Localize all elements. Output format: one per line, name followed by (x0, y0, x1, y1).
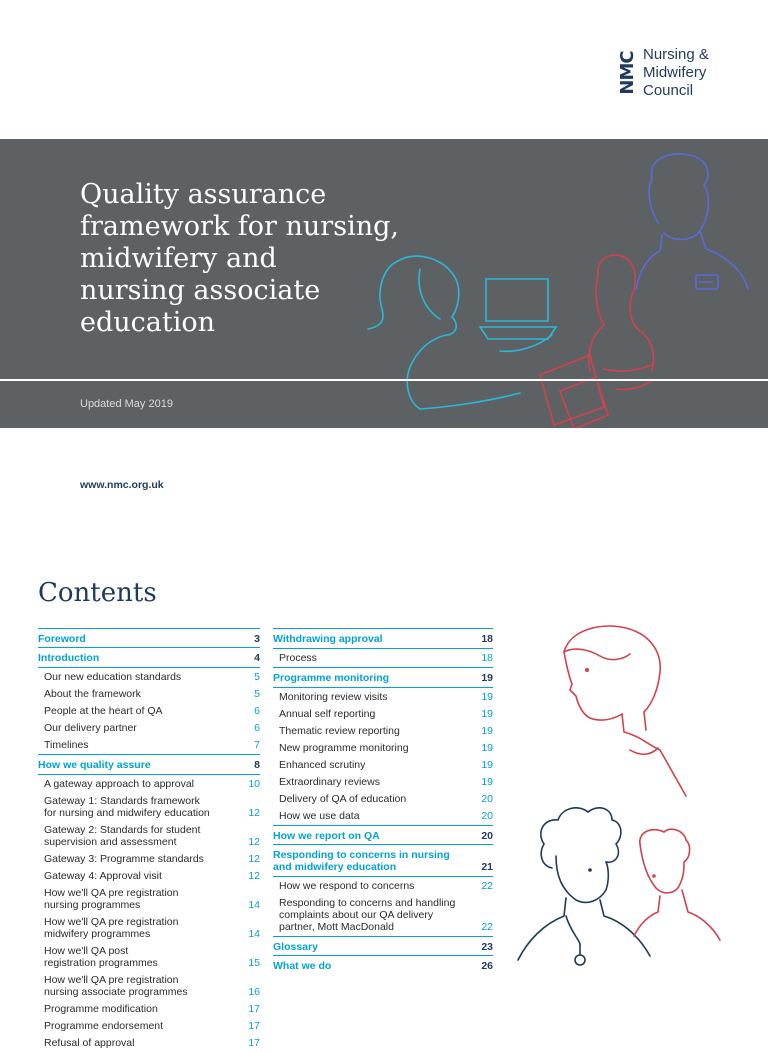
toc-entry-title: Gateway 1: Standards framework (44, 795, 200, 807)
logo-mark-text: NMC (617, 51, 638, 95)
toc-entry-page: 10 (248, 778, 260, 790)
contents-heading: Contents (38, 578, 157, 608)
toc-entry-title: Glossary (273, 941, 318, 953)
toc-entry-title: A gateway approach to approval (44, 778, 195, 790)
toc-subsection-link[interactable] (38, 943, 260, 972)
logo-line-3: Council (643, 82, 694, 99)
toc-entry-page: 14 (248, 899, 260, 911)
toc-entry-title: Gateway 4: Approval visit (44, 870, 162, 882)
toc-subsection-link[interactable] (273, 723, 493, 740)
toc-entry-title: Gateway 3: Programme standards (44, 853, 204, 865)
toc-subsection-link[interactable] (38, 868, 260, 885)
title-line: education (80, 307, 215, 338)
toc-entry-page: 19 (481, 708, 493, 720)
toc-entry-title: partner, Mott MacDonald (279, 921, 394, 933)
toc-subsection-link[interactable] (38, 669, 260, 686)
toc-entry-title: What we do (273, 960, 332, 972)
toc-section-link[interactable] (273, 955, 493, 975)
toc-entry-title: nursing programmes (44, 899, 141, 911)
toc-divider (38, 774, 260, 775)
title-line: nursing associate (80, 275, 321, 306)
toc-subsection-link[interactable] (38, 1035, 260, 1052)
toc-entry-title: Our new education standards (44, 671, 182, 683)
toc-entry-title: How we quality assure (38, 759, 151, 771)
toc-entry-page: 5 (254, 671, 260, 683)
toc-subsection-link[interactable] (273, 689, 493, 706)
website-link[interactable]: www.nmc.org.uk (80, 479, 164, 491)
toc-entry-title: for nursing and midwifery education (44, 807, 210, 819)
toc-right-column (273, 628, 493, 972)
toc-entry-title: complaints about our QA delivery (279, 909, 434, 921)
toc-entry-title: Programme monitoring (273, 672, 390, 684)
toc-entry-title: About the framework (44, 688, 141, 700)
toc-subsection-link[interactable] (38, 851, 260, 868)
toc-entry-page: 3 (254, 633, 260, 645)
toc-entry-page: 19 (481, 742, 493, 754)
blue-man-figure (636, 154, 748, 289)
toc-entry-title: Refusal of approval (44, 1037, 135, 1049)
toc-entry-title: registration programmes (44, 957, 158, 969)
toc-section-link[interactable] (38, 754, 260, 774)
toc-entry-title: Process (279, 652, 317, 664)
logo-mark (619, 46, 637, 100)
toc-divider (273, 876, 493, 877)
navy-person-figure (518, 808, 650, 965)
toc-entry-page: 5 (254, 688, 260, 700)
toc-subsection-link[interactable] (273, 808, 493, 825)
toc-entry-page: 16 (248, 986, 260, 998)
toc-entry-page: 19 (481, 691, 493, 703)
toc-entry-title: How we respond to concerns (279, 880, 415, 892)
toc-subsection-link[interactable] (38, 885, 260, 914)
toc-entry-title: Responding to concerns and handling (279, 897, 456, 909)
toc-entry-page: 12 (248, 807, 260, 819)
toc-section-link[interactable] (38, 647, 260, 667)
title-line: Quality assurance (80, 179, 327, 210)
toc-subsection-link[interactable] (273, 706, 493, 723)
toc-entry-title: Annual self reporting (279, 708, 376, 720)
toc-entry-page: 23 (481, 941, 493, 953)
toc-section-link[interactable] (273, 667, 493, 687)
toc-section-link[interactable] (273, 825, 493, 845)
toc-subsection-link[interactable] (38, 822, 260, 851)
toc-entry-page: 18 (481, 633, 493, 645)
toc-entry-title: How we'll QA post (44, 945, 129, 957)
toc-entry-page: 19 (481, 672, 493, 684)
toc-subsection-link[interactable] (38, 972, 260, 1001)
toc-entry-title: Programme modification (44, 1003, 158, 1015)
toc-subsection-link[interactable] (38, 720, 260, 737)
toc-entry-title: How we'll QA pre registration (44, 887, 179, 899)
toc-entry-page: 17 (248, 1020, 260, 1032)
toc-subsection-link[interactable] (38, 737, 260, 754)
toc-entry-page: 12 (248, 870, 260, 882)
toc-entry-title: How we use data (279, 810, 360, 822)
toc-entry-page: 20 (481, 793, 493, 805)
toc-entry-page: 7 (254, 739, 260, 751)
toc-entry-title: How we'll QA pre registration (44, 916, 179, 928)
title-line: midwifery and (80, 243, 277, 274)
toc-entry-title: How we report on QA (273, 830, 380, 842)
toc-entry-title: Foreword (38, 633, 86, 645)
toc-entry-title: Delivery of QA of education (279, 793, 407, 805)
toc-entry-title: Withdrawing approval (273, 633, 383, 645)
toc-entry-page: 18 (481, 652, 493, 664)
toc-entry-title: People at the heart of QA (44, 705, 163, 717)
toc-section-link[interactable] (273, 628, 493, 648)
toc-subsection-link[interactable] (38, 1018, 260, 1035)
toc-entry-title: Thematic review reporting (279, 725, 400, 737)
toc-divider (273, 648, 493, 649)
toc-section-link[interactable] (273, 936, 493, 956)
toc-entry-page: 19 (481, 725, 493, 737)
red-child-figure (634, 829, 720, 940)
toc-subsection-link[interactable] (273, 740, 493, 757)
toc-subsection-link[interactable] (38, 776, 260, 793)
logo-wordmark (643, 46, 709, 100)
toc-entry-page: 4 (254, 652, 260, 664)
hero-banner (0, 139, 768, 428)
toc-entry-title: midwifery programmes (44, 928, 151, 940)
toc-subsection-link[interactable] (273, 757, 493, 774)
toc-entry-page: 26 (481, 960, 493, 972)
toc-entry-page: 8 (254, 759, 260, 771)
red-person-figure (540, 255, 654, 428)
red-man-profile (564, 626, 686, 796)
toc-entry-page: 22 (481, 921, 493, 933)
toc-divider (273, 687, 493, 688)
toc-entry-page: 17 (248, 1037, 260, 1049)
toc-entry-page: 20 (481, 830, 493, 842)
logo-line-1: Nursing & (643, 46, 709, 63)
toc-section-link[interactable] (273, 844, 493, 876)
hero-divider (0, 379, 768, 381)
toc-subsection-link[interactable] (273, 650, 493, 667)
toc-entry-page: 12 (248, 853, 260, 865)
toc-entry-title: How we'll QA pre registration (44, 974, 179, 986)
toc-entry-title: supervision and assessment (44, 836, 177, 848)
toc-subsection-link[interactable] (38, 686, 260, 703)
nmc-logo (619, 46, 709, 100)
toc-entry-title: New programme monitoring (279, 742, 409, 754)
toc-subsection-link[interactable] (38, 793, 260, 822)
toc-entry-title: Introduction (38, 652, 100, 664)
toc-subsection-link[interactable] (273, 878, 493, 895)
updated-date: Updated May 2019 (80, 398, 173, 410)
toc-subsection-link[interactable] (38, 1001, 260, 1018)
toc-entry-title: Enhanced scrutiny (279, 759, 366, 771)
toc-entry-title: Timelines (44, 739, 89, 751)
toc-entry-page: 19 (481, 759, 493, 771)
toc-entry-title: Gateway 2: Standards for student (44, 824, 201, 836)
toc-entry-title: Monitoring review visits (279, 691, 388, 703)
people-illustration (500, 600, 768, 1024)
toc-entry-page: 6 (254, 722, 260, 734)
toc-entry-page: 12 (248, 836, 260, 848)
toc-entry-page: 6 (254, 705, 260, 717)
toc-subsection-link[interactable] (38, 914, 260, 943)
toc-entry-page: 22 (481, 880, 493, 892)
toc-entry-title: Programme endorsement (44, 1020, 164, 1032)
toc-section-link[interactable] (38, 628, 260, 648)
toc-divider (38, 667, 260, 668)
toc-entry-page: 20 (481, 810, 493, 822)
toc-subsection-link[interactable] (273, 895, 493, 936)
toc-entry-page: 15 (248, 957, 260, 969)
toc-entry-title: and midwifery education (273, 861, 397, 873)
toc-entry-page: 14 (248, 928, 260, 940)
toc-entry-title: nursing associate programmes (44, 986, 188, 998)
toc-subsection-link[interactable] (273, 774, 493, 791)
toc-subsection-link[interactable] (273, 791, 493, 808)
toc-entry-title: Extraordinary reviews (279, 776, 380, 788)
toc-entry-title: Our delivery partner (44, 722, 137, 734)
toc-entry-page: 17 (248, 1003, 260, 1015)
document-title (80, 179, 500, 339)
toc-left-column (38, 628, 260, 1049)
toc-subsection-link[interactable] (38, 703, 260, 720)
toc-entry-title: Responding to concerns in nursing (273, 849, 450, 861)
toc-entry-page: 21 (481, 861, 493, 873)
toc-entry-page: 19 (481, 776, 493, 788)
title-line: framework for nursing, (80, 211, 399, 242)
logo-line-2: Midwifery (643, 64, 707, 81)
